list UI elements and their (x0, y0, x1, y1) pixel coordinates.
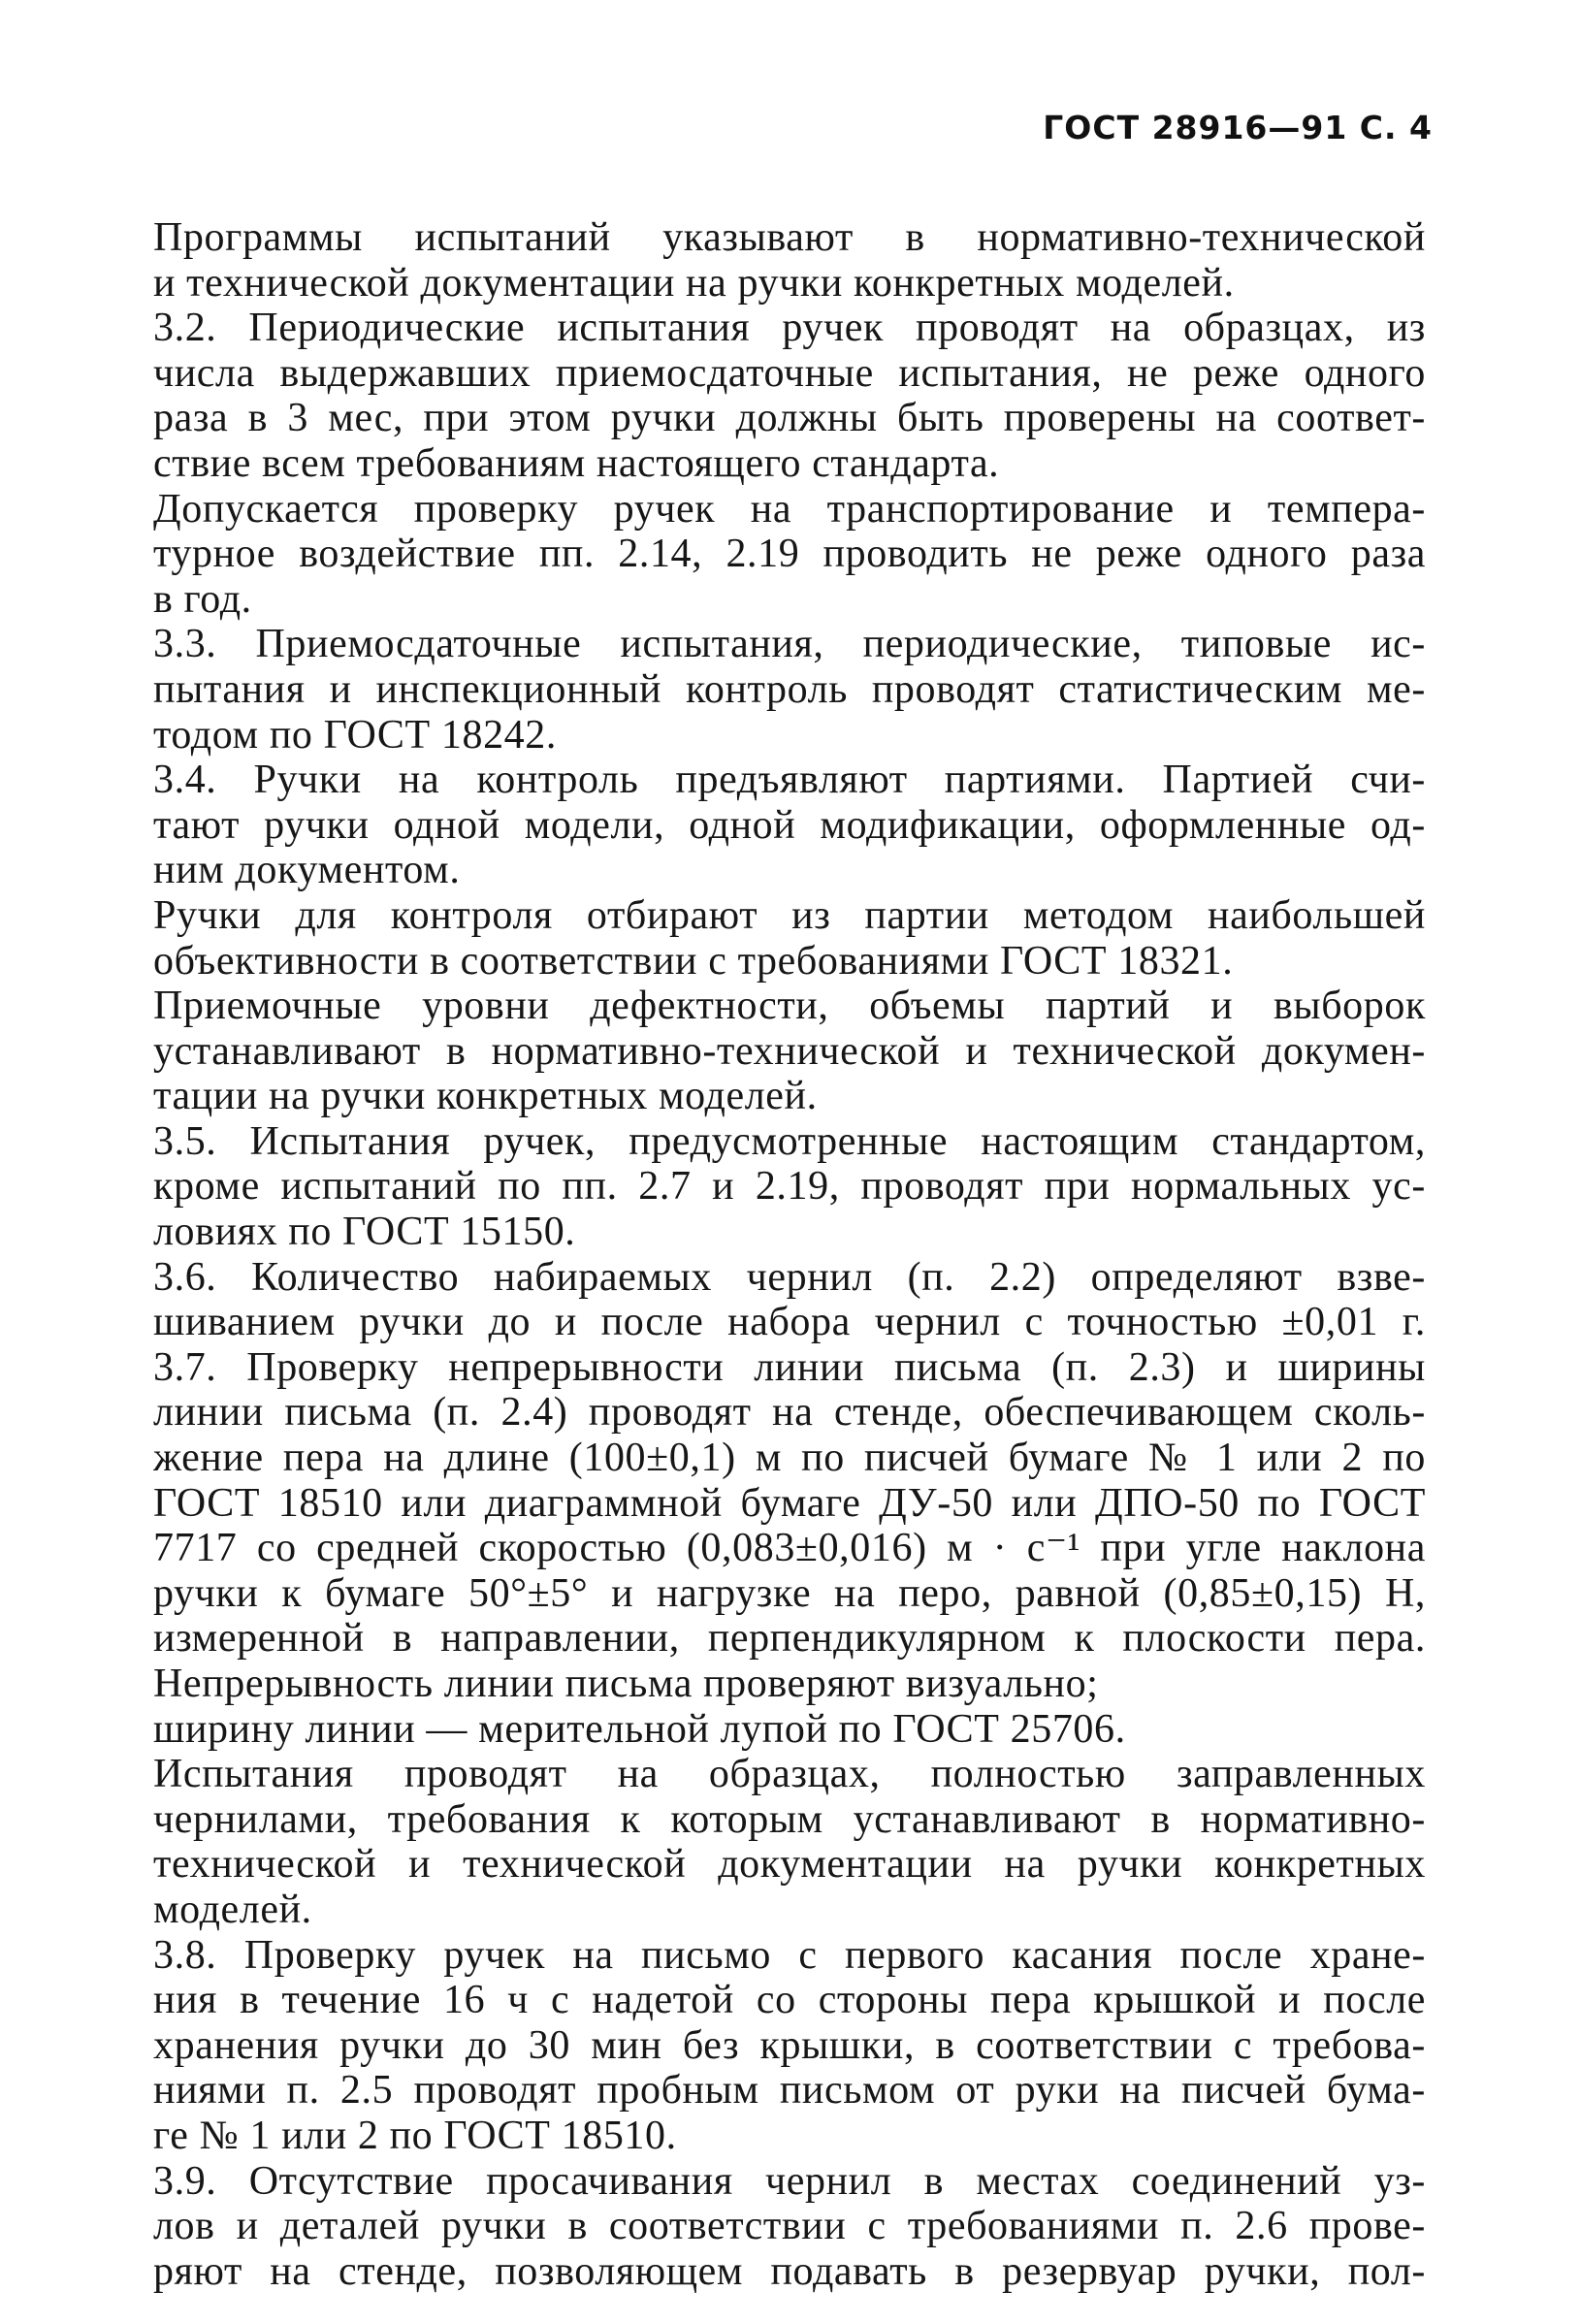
text-line: ширину линии — мерительной лупой по ГОСТ 25706. (153, 1706, 1126, 1752)
text-line: 3.2. Периодические испытания ручек проводят на образцах, из (153, 306, 1426, 351)
text-line: хранения ручки до 30 мин без крышки, в соответствии с требова- (153, 2022, 1426, 2068)
text-line: 3.3. Приемосдаточные испытания, периодические, типовые ис- (153, 622, 1426, 667)
text-line: Допускается проверку ручек на транспортирование и темпера- (153, 486, 1426, 532)
text-line: ручки к бумаге 50°±5° и нагрузке на перо, равной (0,85±0,15) Н, (153, 1570, 1426, 1616)
text-line: 3.4. Ручки на контроль предъявляют партиями. Партией счи- (153, 758, 1426, 803)
text-line: кроме испытаний по пп. 2.7 и 2.19, проводят при нормальных ус- (153, 1164, 1426, 1210)
text-line: ГОСТ 18510 или диаграммной бумаге ДУ-50 или ДПО-50 по ГОСТ (153, 1480, 1426, 1526)
text-line: Непрерывность линии письма проверяют визуально; (153, 1662, 1099, 1706)
text-line: раза в 3 мес, при этом ручки должны быть проверены на соответ- (153, 396, 1426, 441)
text-line: ге № 1 или 2 по ГОСТ 18510. (153, 2113, 677, 2158)
text-line: чернилами, требования к которым устанавливают в нормативно- (153, 1796, 1426, 1842)
text-line: 3.7. Проверку непрерывности линии письма (п. 2.3) и ширины (153, 1344, 1426, 1390)
text-line: Программы испытаний указывают в нормативно-технической (153, 215, 1426, 260)
text-line: 3.6. Количество набираемых чернил (п. 2.2) определяют взве- (153, 1254, 1426, 1300)
text-line: измеренной в направлении, перпендикулярном к плоскости пера. (153, 1616, 1426, 1662)
text-line: в год. (153, 576, 252, 622)
text-line: лов и деталей ручки в соответствии с требованиями п. 2.6 прове- (153, 2204, 1426, 2249)
text-line: тации на ручки конкретных моделей. (153, 1074, 818, 1119)
text-line: 3.9. Отсутствие просачивания чернил в местах соединений уз- (153, 2158, 1426, 2204)
text-line: моделей. (153, 1887, 312, 1932)
text-line: ствие всем требованиям настоящего стандарта. (153, 440, 1000, 486)
text-line: линии письма (п. 2.4) проводят на стенде, обеспечивающем сколь- (153, 1390, 1426, 1436)
body-text (153, 215, 1426, 2294)
page-header: ГОСТ 28916—91 С. 4 (1043, 109, 1433, 146)
text-line: ловиях по ГОСТ 15150. (153, 1210, 576, 1255)
text-line: турное воздействие пп. 2.14, 2.19 проводить не реже одного раза (153, 532, 1426, 577)
text-line: 3.8. Проверку ручек на письмо с первого касания после хране- (153, 1932, 1426, 1978)
text-line: тают ручки одной модели, одной модификации, оформленные од- (153, 802, 1426, 848)
text-line: пытания и инспекционный контроль проводят статистическим ме- (153, 666, 1426, 712)
text-line: ния в течение 16 ч с надетой со стороны пера крышкой и после (153, 1978, 1426, 2023)
text-line: ниями п. 2.5 проводят пробным письмом от руки на писчей бума- (153, 2068, 1426, 2114)
text-line: и технической документации на ручки конкретных моделей. (153, 260, 1235, 306)
text-line: тодом по ГОСТ 18242. (153, 712, 557, 758)
text-line: числа выдержавших приемосдаточные испытания, не реже одного (153, 350, 1426, 396)
text-line: Испытания проводят на образцах, полностью заправленных (153, 1752, 1426, 1797)
text-line: Приемочные уровни дефектности, объемы партий и выборок (153, 984, 1426, 1029)
text-line: ряют на стенде, позволяющем подавать в резервуар ручки, пол- (153, 2248, 1426, 2294)
text-line: объективности в соответствии с требованиями ГОСТ 18321. (153, 938, 1234, 984)
text-line: 3.5. Испытания ручек, предусмотренные настоящим стандартом, (153, 1118, 1426, 1164)
text-line: 7717 со средней скоростью (0,083±0,016) м · с⁻¹ при угле наклона (153, 1526, 1426, 1571)
text-line: технической и технической документации на ручки конкретных (153, 1842, 1426, 1888)
text-line: устанавливают в нормативно-технической и технической докумен- (153, 1028, 1426, 1074)
text-line: Ручки для контроля отбирают из партии методом наибольшей (153, 892, 1426, 938)
text-line: шиванием ручки до и после набора чернил с точностью ±0,01 г. (153, 1300, 1426, 1345)
text-line: жение пера на длине (100±0,1) м по писчей бумаге № 1 или 2 по (153, 1436, 1426, 1481)
text-line: ним документом. (153, 848, 461, 893)
